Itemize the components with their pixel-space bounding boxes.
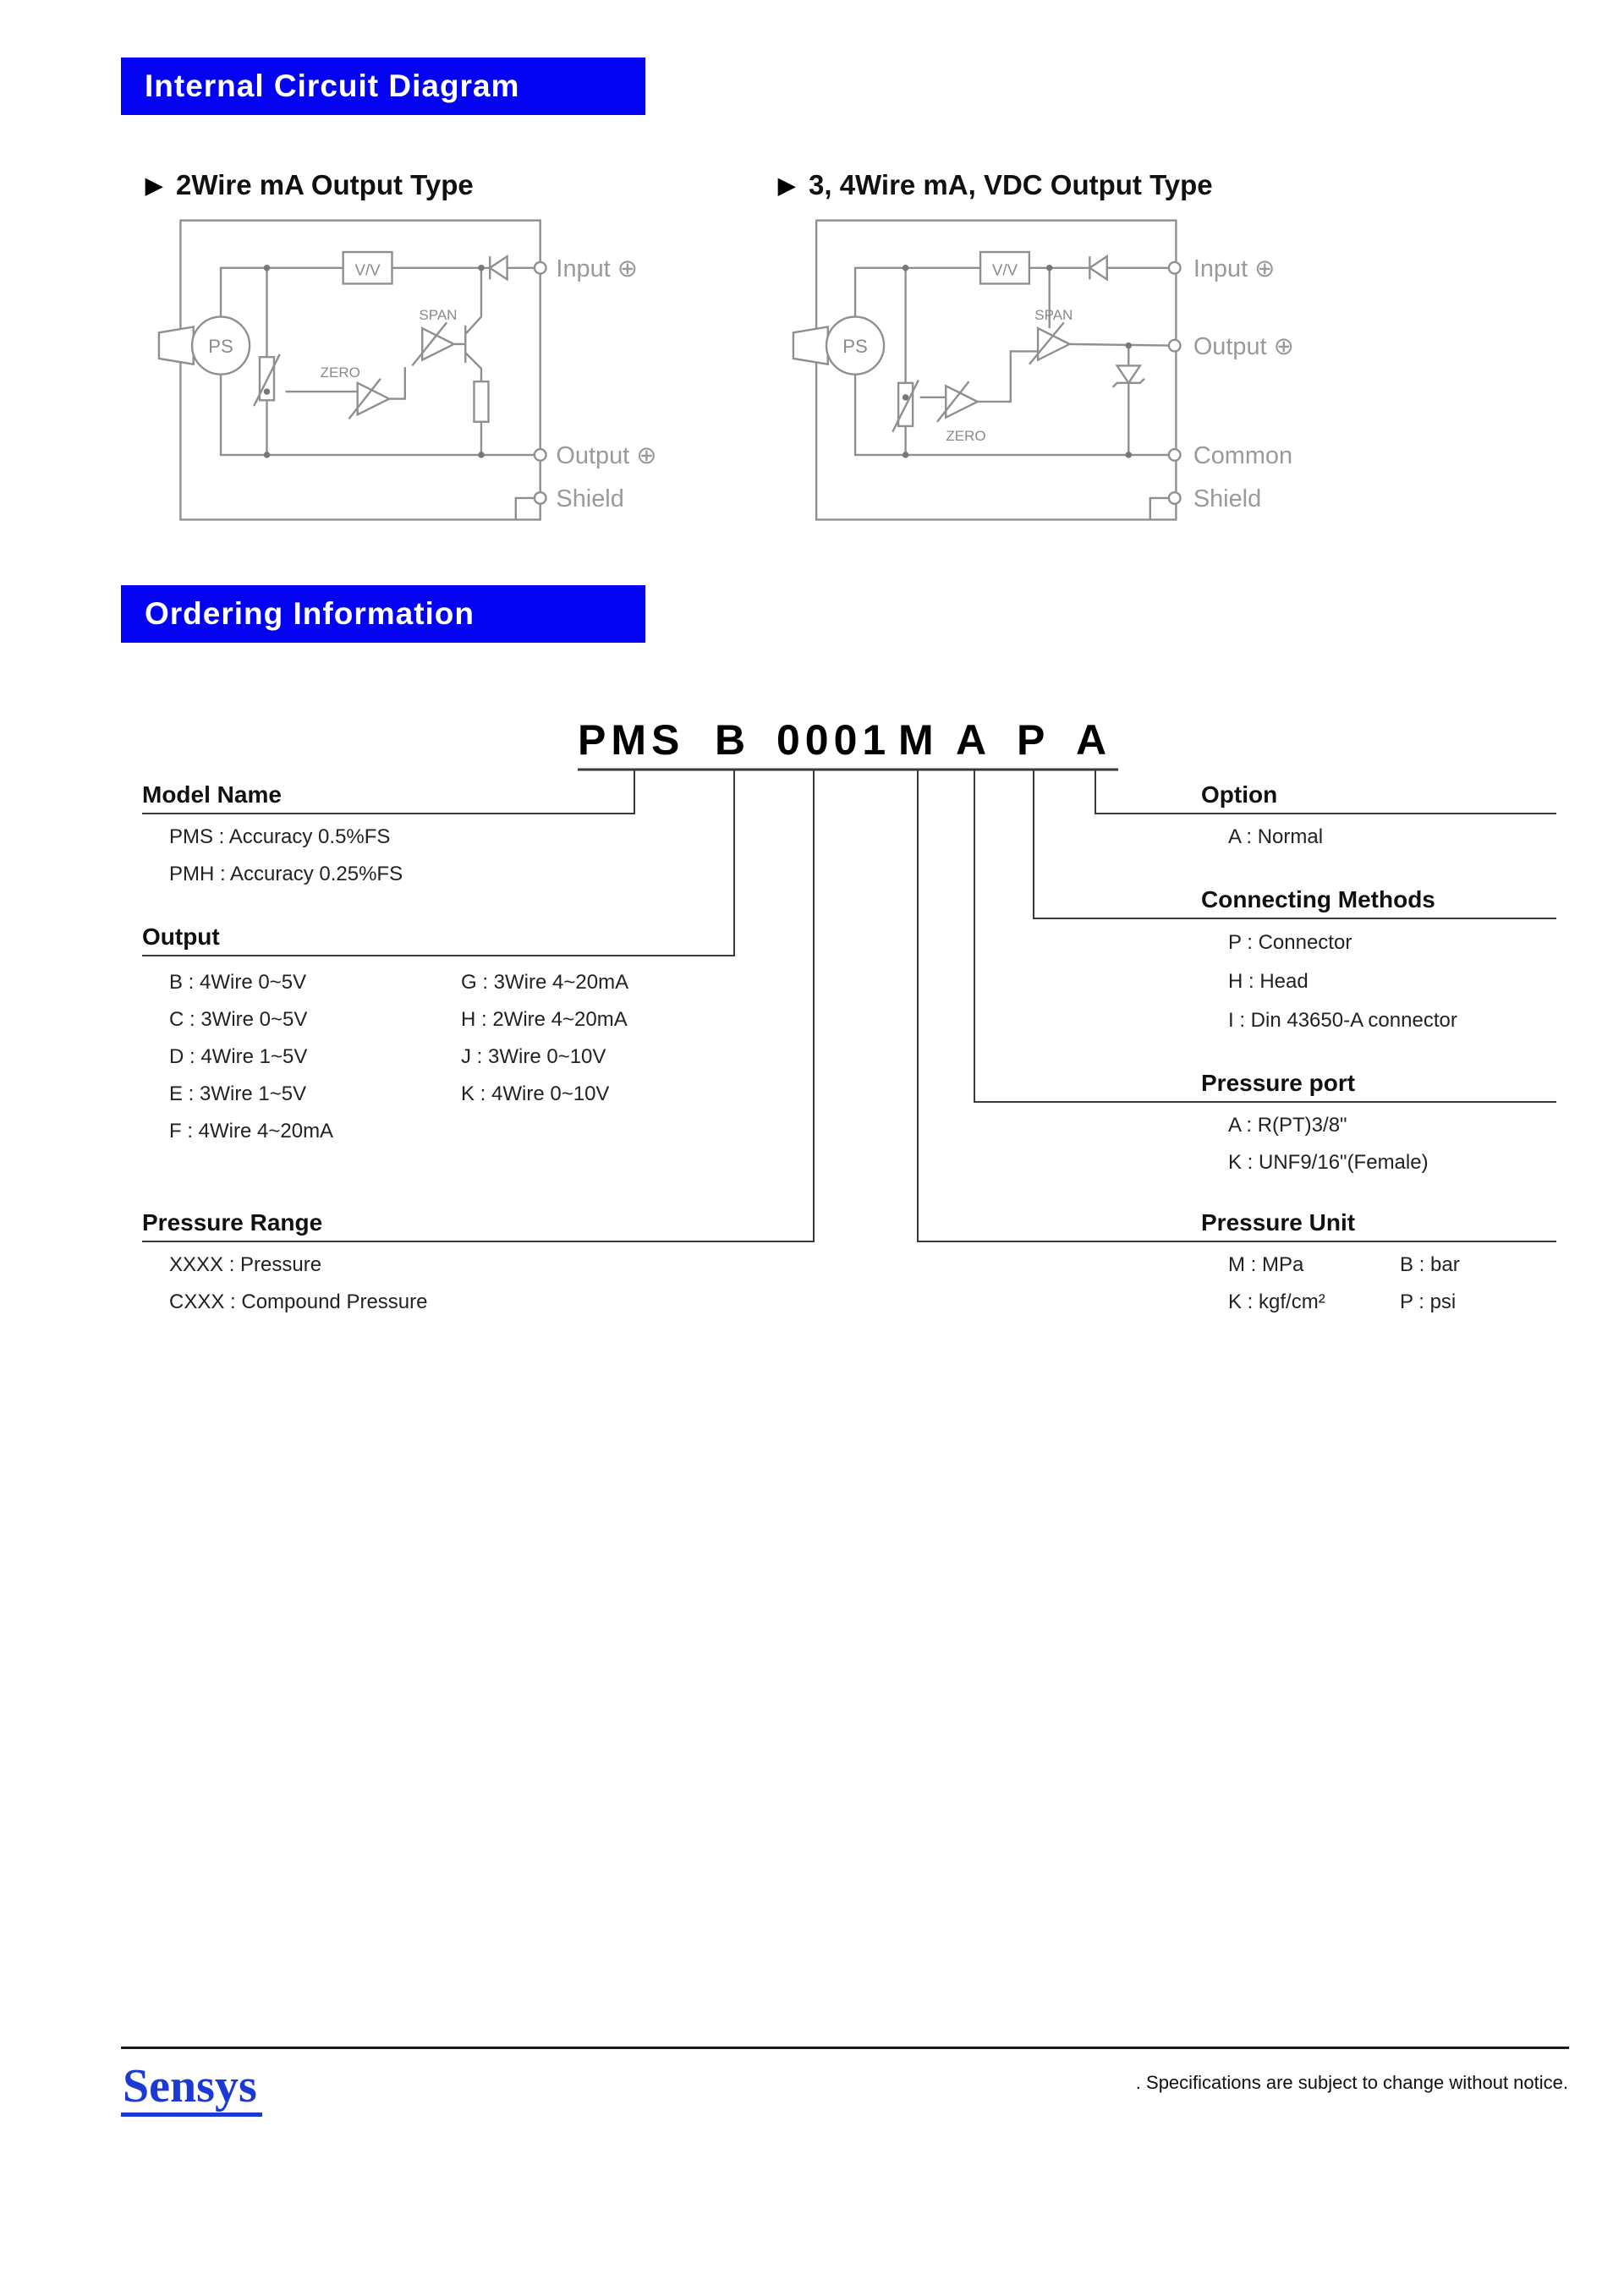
pressure-unit-items-col2 bbox=[1400, 1247, 1460, 1321]
terminal-label-input: Input ⊕ bbox=[556, 255, 638, 282]
terminal-label-output: Output ⊕ bbox=[1193, 332, 1294, 360]
list-item: I : Din 43650-A connector bbox=[1228, 1009, 1457, 1032]
option-title: Option bbox=[1201, 781, 1278, 808]
terminal-label-shield: Shield bbox=[1193, 485, 1262, 513]
left-diagram-title bbox=[145, 169, 474, 201]
zero-trim-label: ZERO bbox=[320, 364, 360, 381]
output-title: Output bbox=[142, 923, 220, 950]
part-number-unit: M bbox=[898, 716, 939, 764]
ps-sensor-label: PS bbox=[208, 336, 233, 358]
sensys-logo: Sensys bbox=[121, 2062, 262, 2117]
list-item: E : 3Wire 1~5V bbox=[169, 1082, 307, 1105]
list-item: D : 4Wire 1~5V bbox=[169, 1045, 308, 1068]
list-item: H : Head bbox=[1228, 970, 1309, 993]
part-number-range: 0001 bbox=[776, 716, 892, 764]
pressure-unit-items-col1 bbox=[1228, 1247, 1325, 1321]
list-item: PMS : Accuracy 0.5%FS bbox=[169, 825, 391, 848]
terminal-label-shield: Shield bbox=[556, 485, 624, 513]
pressure-range-items bbox=[169, 1247, 427, 1321]
footer-note: . Specifications are subject to change without notice. bbox=[1135, 2072, 1568, 2093]
footer-divider bbox=[121, 2047, 1569, 2049]
zero-trim-label: ZERO bbox=[946, 427, 986, 444]
option-items bbox=[1228, 819, 1323, 856]
pressure-port-items bbox=[1228, 1107, 1429, 1181]
list-item: K : 4Wire 0~10V bbox=[461, 1082, 610, 1105]
part-number-connect: P bbox=[1017, 716, 1051, 764]
list-item: C : 3Wire 0~5V bbox=[169, 1008, 308, 1031]
terminal-label-input: Input ⊕ bbox=[1193, 255, 1276, 282]
list-item: M : MPa bbox=[1228, 1253, 1304, 1276]
list-item: XXXX : Pressure bbox=[169, 1253, 322, 1276]
list-item: K : UNF9/16"(Female) bbox=[1228, 1151, 1429, 1174]
right-diagram-title-text: 3, 4Wire mA, VDC Output Type bbox=[809, 169, 1213, 200]
part-number-port: A bbox=[956, 716, 992, 764]
model-name-title: Model Name bbox=[142, 781, 282, 808]
list-item: CXXX : Compound Pressure bbox=[169, 1290, 428, 1313]
two-wire-circuit-diagram bbox=[149, 213, 775, 551]
list-item: H : 2Wire 4~20mA bbox=[461, 1008, 628, 1031]
bullet-arrow-icon: ▶ bbox=[778, 172, 795, 198]
model-name-items bbox=[169, 819, 403, 893]
internal-circuit-diagram-banner: Internal Circuit Diagram bbox=[121, 58, 645, 115]
output-items-col2 bbox=[461, 964, 628, 1113]
list-item: G : 3Wire 4~20mA bbox=[461, 971, 629, 994]
vv-converter-label: V/V bbox=[354, 260, 381, 279]
terminal-label-output: Output ⊕ bbox=[556, 442, 657, 470]
part-number-model: PMS bbox=[578, 716, 685, 764]
part-number-output: B bbox=[715, 716, 751, 764]
output-items-col1 bbox=[169, 964, 333, 1150]
list-item: B : bar bbox=[1400, 1253, 1460, 1276]
ps-sensor-label: PS bbox=[842, 336, 868, 358]
connecting-methods-items bbox=[1228, 923, 1457, 1040]
pressure-range-title: Pressure Range bbox=[142, 1209, 323, 1236]
ordering-information-banner: Ordering Information bbox=[121, 585, 645, 643]
terminal-label-common: Common bbox=[1193, 442, 1293, 470]
list-item: J : 3Wire 0~10V bbox=[461, 1045, 606, 1068]
span-trim-label: SPAN bbox=[1034, 307, 1073, 323]
part-number-option: A bbox=[1076, 716, 1112, 764]
list-item: A : R(PT)3/8" bbox=[1228, 1114, 1347, 1137]
right-diagram-title bbox=[778, 169, 1213, 201]
list-item: PMH : Accuracy 0.25%FS bbox=[169, 863, 403, 885]
pressure-unit-title: Pressure Unit bbox=[1201, 1209, 1356, 1236]
connecting-methods-title: Connecting Methods bbox=[1201, 886, 1435, 912]
bullet-arrow-icon: ▶ bbox=[145, 172, 162, 198]
vv-converter-label: V/V bbox=[991, 260, 1018, 279]
three-four-wire-circuit-diagram bbox=[783, 213, 1409, 551]
list-item: F : 4Wire 4~20mA bbox=[169, 1120, 334, 1143]
left-diagram-title-text: 2Wire mA Output Type bbox=[176, 169, 474, 200]
pressure-port-title: Pressure port bbox=[1201, 1070, 1356, 1096]
list-item: P : Connector bbox=[1228, 931, 1352, 954]
list-item: B : 4Wire 0~5V bbox=[169, 971, 307, 994]
list-item: K : kgf/cm² bbox=[1228, 1290, 1325, 1313]
list-item: A : Normal bbox=[1228, 825, 1324, 848]
list-item: P : psi bbox=[1400, 1290, 1457, 1313]
span-trim-label: SPAN bbox=[419, 307, 458, 323]
